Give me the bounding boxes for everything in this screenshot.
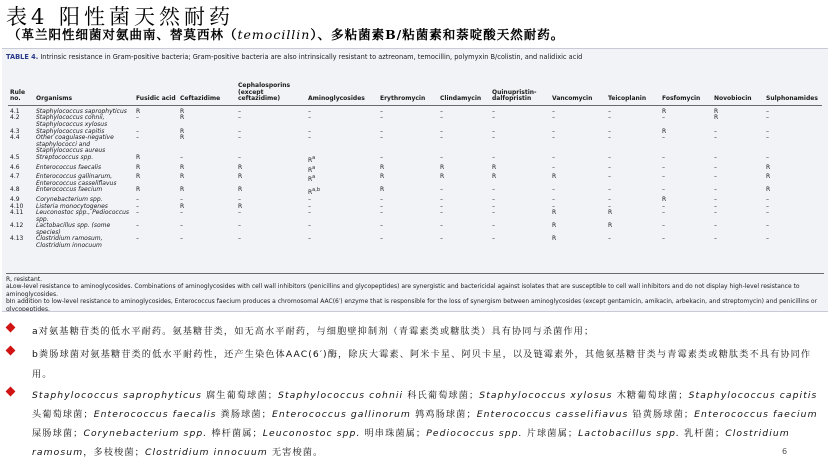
resistance-cell: – [136,235,139,243]
species-chinese-name: 棒杆菌属； [207,428,263,439]
resistance-cell: – [552,186,555,194]
resistance-cell: – [766,153,769,161]
column-header: Novobiocin [712,83,764,105]
resistance-cell: R [180,134,185,142]
organism-cell: Staphylococcus saprophyticus [36,107,127,115]
resistance-cell: R [136,163,141,171]
footnote: aLow-level resistance to aminoglycosides. Combinations of aminoglycosides with cell wall inhibitors (penicillins and glycopeptides) are synergistic and bactericidal against isolates that are susceptible to cell wall inhibitors and do not display high-level resistance to aminoglycosides. [6,283,800,298]
resistance-cell: – [440,127,443,135]
resistance-cell: – [380,114,383,122]
resistance-cell: – [608,134,611,142]
column-header: Rule no. [8,83,34,105]
resistance-cell: – [766,209,769,217]
resistance-cell: R [136,107,141,115]
resistance-cell: – [662,186,665,194]
resistance-cell: – [180,153,183,161]
resistance-cell: – [662,163,665,171]
resistance-cell: R [766,173,771,181]
resistance-cell: – [308,127,311,135]
resistance-cell: R [662,127,667,135]
red-diamond-icon [6,387,16,397]
resistance-table [8,83,822,250]
rule-number-cell: 4.12 [10,222,24,230]
species-chinese-name: 头葡萄球菌； [32,409,94,420]
resistance-cell: – [440,235,443,243]
organism-cell: Enterococcus gallinarum, Enterococcus casseliflavus [36,173,117,187]
resistance-cell: – [308,195,311,203]
resistance-cell: – [136,209,139,217]
column-header: Fosfomycin [660,83,712,105]
resistance-cell: – [766,107,769,115]
resistance-cell: R [766,163,771,171]
resistance-cell: – [380,202,383,210]
rule-number-cell: 4.2 [10,114,20,122]
resistance-cell: – [492,222,495,230]
resistance-cell: $R^a$ [308,174,316,184]
resistance-cell: – [608,163,611,171]
resistance-cell: R [136,173,141,181]
resistance-cell: – [238,222,241,230]
resistance-cell: – [552,114,555,122]
resistance-cell: – [238,209,241,217]
resistance-cell: – [766,195,769,203]
table-row [8,236,822,249]
resistance-cell: R [180,173,185,181]
organism-cell: Streptococcus spp. [36,153,94,161]
species-latin-name: Clostridium innocuum [144,447,268,458]
resistance-cell: – [308,202,311,210]
resistance-cell: – [440,153,443,161]
resistance-cell: – [766,222,769,230]
species-chinese-name: ，多枝梭菌； [83,447,145,458]
resistance-cell: – [552,134,555,142]
resistance-cell: – [766,134,769,142]
resistance-cell: – [766,114,769,122]
organism-cell: Listeria monocytogenes [36,202,108,210]
resistance-cell: – [136,222,139,230]
column-header: Sulphonamides [764,83,822,105]
table-row [8,105,822,115]
resistance-cell: – [608,195,611,203]
resistance-cell: – [492,195,495,203]
species-latin-name: Enterococcus faecalis [93,409,217,420]
resistance-cell: – [552,195,555,203]
table-row [8,129,822,136]
resistance-cell: – [714,163,717,171]
rule-number-cell: 4.9 [10,195,20,203]
resistance-cell: – [608,173,611,181]
red-diamond-icon [6,323,16,333]
table-caption-label: TABLE 4. [6,53,39,61]
rule-number-cell: 4.10 [10,202,24,210]
column-header: Ceftazidime [178,83,236,105]
resistance-cell: – [380,235,383,243]
resistance-cell: – [608,114,611,122]
resistance-cell: – [766,127,769,135]
species-chinese-name: 木糖葡萄球菌； [612,390,689,401]
column-header: Quinupristin-dalfopristin [490,83,550,105]
resistance-cell: – [440,186,443,194]
resistance-cell: R [714,114,719,122]
species-latin-name: Pediococcus spp. [426,428,523,439]
resistance-cell: R [238,173,243,181]
resistance-cell: R [552,173,557,181]
rule-number-cell: 4.1 [10,107,20,115]
resistance-cell: – [136,195,139,203]
resistance-cell: – [380,127,383,135]
resistance-cell: – [238,134,241,142]
resistance-cell: – [238,127,241,135]
resistance-cell: – [662,134,665,142]
species-chinese-name: 屎肠球菌； [32,428,84,439]
species-chinese-name: 明串珠菌属； [360,428,427,439]
resistance-cell: $R^a$ [308,154,316,164]
resistance-cell: – [492,107,495,115]
resistance-cell: – [380,107,383,115]
resistance-cell: R [766,186,771,194]
resistance-cell: R$^{a,b}$ [308,187,320,197]
slide-title: 表4 阳性菌天然耐药 [6,5,235,29]
resistance-cell: – [440,195,443,203]
rule-number-cell: 4.3 [10,127,20,135]
species-latin-name: Staphylococcus cohnii [278,390,404,401]
resistance-cell: – [308,235,311,243]
table-row [8,223,822,236]
rule-number-cell: 4.6 [10,163,20,171]
resistance-cell: – [552,127,555,135]
resistance-cell: – [136,114,139,122]
column-header: Teicoplanin [606,83,660,105]
resistance-cell: – [308,134,311,142]
resistance-cell: R [238,202,243,210]
resistance-cell: – [714,153,717,161]
resistance-cell: R [238,186,243,194]
species-chinese-name: 铅黄肠球菌； [628,409,695,420]
table-row [8,165,822,175]
resistance-cell: – [766,202,769,210]
resistance-cell: – [492,127,495,135]
resistance-cell: – [308,222,311,230]
resistance-cell: – [714,202,717,210]
resistance-cell: – [440,114,443,122]
table-row [8,155,822,165]
note-item-a: a对氨基糖苷类的低水平耐药。氨基糖苷类，如无高水平耐药，与细胞壁抑制剂（青霉素类或糖肽类）具有协同与杀菌作用； [6,322,594,341]
resistance-cell: – [552,163,555,171]
resistance-cell: – [608,153,611,161]
resistance-cell: R [662,107,667,115]
column-header: Organisms [34,83,134,105]
resistance-table-panel [2,48,828,312]
resistance-cell: R [440,173,445,181]
resistance-cell: R [714,107,719,115]
resistance-cell: – [492,114,495,122]
resistance-cell: – [714,134,717,142]
species-chinese-name: 科氏葡萄球菌； [403,390,480,401]
organism-cell: Leuconostoc spp., Pediococcus spp. [36,209,130,223]
resistance-cell: – [180,195,183,203]
species-latin-name: Enterococcus faecium [694,409,818,420]
resistance-cell: – [180,209,183,217]
resistance-cell: – [180,235,183,243]
resistance-cell: – [662,153,665,161]
species-chinese-name: 乳杆菌； [680,428,726,439]
resistance-cell: – [552,107,555,115]
resistance-cell: – [608,235,611,243]
species-latin-name: Staphylococcus capitis [688,390,818,401]
resistance-cell: – [714,209,717,217]
resistance-cell: – [714,173,717,181]
organism-cell: Lactobacillus spp. (some species) [36,222,111,236]
resistance-cell: – [608,186,611,194]
rule-number-cell: 4.5 [10,153,20,161]
resistance-cell: – [180,222,183,230]
resistance-cell: – [714,186,717,194]
organism-cell: Corynebacterium spp. [36,195,103,203]
resistance-cell: – [238,114,241,122]
species-latin-name: Clostridium ramosum [32,428,790,458]
organism-cell: Clostridium ramosum, Clostridium innocuum [36,235,103,250]
organism-cell: Staphylococcus cohnii, Staphylococcus xylosus [36,114,108,128]
resistance-cell: – [380,134,383,142]
column-header: Erythromycin [378,83,438,105]
resistance-cell: – [662,209,665,217]
resistance-cell: – [662,235,665,243]
resistance-cell: R [608,222,613,230]
rule-number-cell: 4.7 [10,173,20,181]
resistance-cell: R [136,186,141,194]
resistance-cell: R [180,163,185,171]
species-latin-name: Enterococcus gallinorum [271,409,411,420]
resistance-cell: – [492,186,495,194]
page-number: 6 [782,447,788,456]
red-diamond-icon [6,346,16,356]
resistance-cell: – [136,202,139,210]
column-header: Clindamycin [438,83,490,105]
resistance-cell: – [380,222,383,230]
resistance-cell: – [662,114,665,122]
resistance-cell: – [308,114,311,122]
resistance-cell: – [308,107,311,115]
resistance-cell: R [552,222,557,230]
resistance-cell: – [238,153,241,161]
resistance-cell: R [180,186,185,194]
footnote: bIn addition to low-level resistance to aminoglycosides, Enterococcus faecium produces a chromosomal AAC(6′) enzyme that is responsible for the loss of synergism between aminoglycosides (except gentamicin, amikacin, arbekacin, and streptomycin) and penicillins or glycopeptides. [6,298,818,312]
resistance-cell: – [492,209,495,217]
resistance-cell: R [180,127,185,135]
rule-number-cell: 4.4 [10,134,20,142]
resistance-cell: – [440,202,443,210]
resistance-cell: – [492,235,495,243]
footnote: R, resistant. [6,276,43,283]
resistance-cell: – [380,209,383,217]
rule-number-cell: 4.8 [10,186,20,194]
resistance-cell: R [608,209,613,217]
resistance-cell: – [552,202,555,210]
rule-number-cell: 4.11 [10,209,24,217]
organism-cell: Other coagulase-negative staphylococci and Staphylococcus aureus [36,134,114,155]
note-item-b: b粪肠球菌对氨基糖苷类的低水平耐药性，还产生染色体AAC(6′)酶，除庆大霉素、阿米卡星、阿贝卡星，以及链霉素外，其他氨基糖苷类与青霉素类或糖肽类不具有协同作用。 [6,345,826,385]
organism-cell: Enterococcus faecium [36,186,103,194]
resistance-cell: – [440,209,443,217]
organism-cell: Staphylococcus capitis [36,127,105,135]
species-latin-name: Lactobacillus spp. [578,428,681,439]
resistance-cell: – [440,222,443,230]
resistance-cell: R [380,186,385,194]
column-header: Cephalosporins (except ceftazidime) [236,83,306,105]
resistance-cell: – [714,235,717,243]
species-latin-name: Leuconostoc spp. [262,428,361,439]
organism-cell: Enterococcus faecalis [36,163,102,171]
resistance-cell: – [662,222,665,230]
rule-number-cell: 4.13 [10,235,24,243]
resistance-cell: – [714,222,717,230]
table-row [8,115,822,128]
table-row [8,197,822,204]
species-chinese-name: 腐生葡萄球菌； [202,390,279,401]
species-chinese-name: 片球菌属； [522,428,579,439]
species-chinese-name: 鹑鸡肠球菌； [410,409,477,420]
resistance-cell: – [440,134,443,142]
table-caption-text: Intrinsic resistance in Gram-positive bacteria; Gram-positive bacteria are also intrinsically resistant to aztreonam, temocillin, polymyxin B/colistin, and nalidixic acid [40,53,583,61]
table-row [8,187,822,197]
resistance-cell: – [492,134,495,142]
resistance-cell: – [608,127,611,135]
resistance-cell: – [608,107,611,115]
table-row [8,204,822,211]
table-body [8,105,822,249]
resistance-cell: – [492,153,495,161]
resistance-cell: – [714,127,717,135]
species-chinese-name: 粪肠球菌； [216,409,272,420]
resistance-cell: R [238,163,243,171]
resistance-cell: R [440,163,445,171]
species-latin-name: Enterococcus casselifiavus [476,409,629,420]
resistance-cell: – [662,202,665,210]
resistance-cell: – [766,235,769,243]
table-row [8,135,822,155]
resistance-cell: R [552,209,557,217]
species-latin-name: Staphylococcus xylosus [479,390,613,401]
resistance-cell: R [492,173,497,181]
table-row [8,210,822,223]
column-header: Aminoglycosides [306,83,378,105]
species-chinese-name: 无害梭菌。 [267,447,324,458]
resistance-cell: – [136,134,139,142]
resistance-cell: R [492,163,497,171]
resistance-cell: – [238,195,241,203]
resistance-cell: – [380,153,383,161]
column-header: Vancomycin [550,83,606,105]
table-footnotes [6,273,824,312]
resistance-cell: – [492,202,495,210]
resistance-cell: $R^a$ [308,164,316,174]
note-item-species [6,386,826,462]
resistance-cell: – [136,127,139,135]
resistance-cell: R [180,114,185,122]
species-latin-name: Corynebacterium spp. [83,428,208,439]
resistance-cell: R [662,195,667,203]
species-latin-name: Staphylococcus saprophyticus [32,390,202,401]
slide-subtitle: （革兰阳性细菌对氨曲南、替莫西林（temocillin）、多粘菌素B/粘菌素和萘啶酸天然耐药。 [8,27,565,42]
resistance-cell: – [440,107,443,115]
resistance-cell: R [380,163,385,171]
resistance-cell: – [662,173,665,181]
resistance-cell: R [552,235,557,243]
resistance-cell: – [552,153,555,161]
resistance-cell: – [238,107,241,115]
resistance-cell: R [380,173,385,181]
resistance-cell: – [308,209,311,217]
resistance-cell: R [180,202,185,210]
resistance-cell: – [238,235,241,243]
resistance-cell: – [380,195,383,203]
column-header: Fusidic acid [134,83,178,105]
resistance-cell: R [136,153,141,161]
table-caption [6,52,822,62]
table-header-row [8,83,822,105]
resistance-cell: – [714,195,717,203]
table-row [8,174,822,187]
resistance-cell: R [180,107,185,115]
resistance-cell: – [608,202,611,210]
